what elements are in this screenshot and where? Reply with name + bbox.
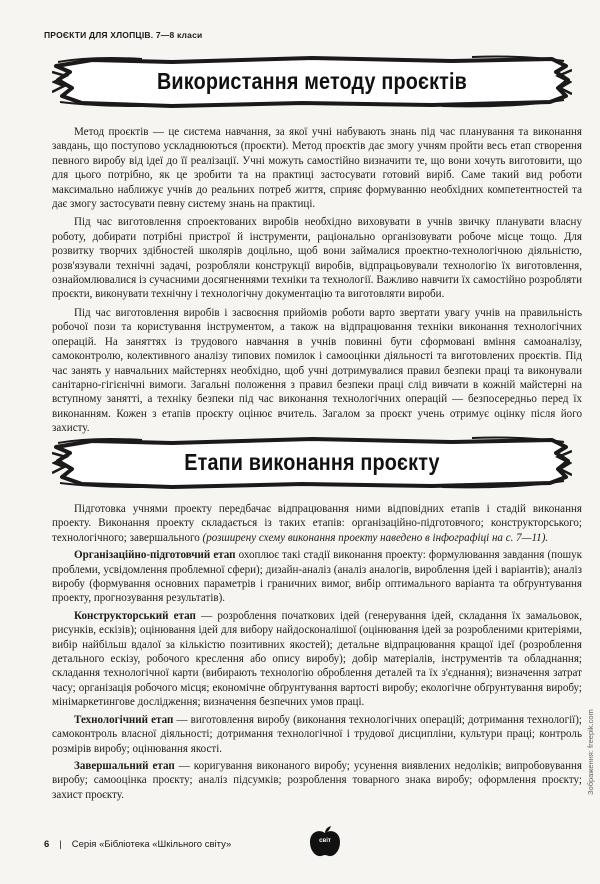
stage-name: Організаційно-підготовчий етап xyxy=(74,549,236,562)
page-footer xyxy=(44,839,231,850)
section-title-1: Використання методу проєктів xyxy=(156,67,468,94)
stage-text: охоплює такі стадії виконання проекту: формулювання завдання (пошук проблеми, усвідомлення проблемної сфери); дизайн-аналіз (аналіз аналогів, вироблення ідей і варіантів); аналіз виробу (формування основних параметрів і граничних вимог, вибір оптимального варіанта та обґрунтування проекту, прогнозування результатів). xyxy=(52,549,582,605)
stage-text: — розроблення початкових ідей (генерування ідей, складання їх замальовок, рисунків, ескізів); оцінювання ідей для вибору найдосконалішої (оцінювання ідей за розробленими критеріями, вибір найбільш вдалої за кількістю позитивних якостей); детальне відпрацювання кращої ідеї (розроблення детального ескізу, робочого креслення або опису виробу); добір матеріалів, інструментів та обладнання; складання технологічної карти (вибирають технологію оброблення деталей та їх з'єднання); визначення затрат часу; організація робочого місця; економічне обґрунтування вартості виробу; екологічне обґрунтування виробу; мінімаркетингове дослідження; визначення безпечних умов праці. xyxy=(52,609,583,709)
section2-body xyxy=(52,502,582,805)
stage-paragraph xyxy=(52,713,582,756)
section-banner-2 xyxy=(52,431,572,493)
stage-text: — коригування виконаного виробу; усунення виявлених недоліків; випробовування виробу; самооцінка проєкту; аналіз підсумків; розроблення товарного знака виробу; оформлення проєкту; захист проєкту. xyxy=(52,759,582,801)
stage-name: Конструкторський етап xyxy=(74,609,196,622)
intro-paragraph xyxy=(52,502,582,545)
page-number: 6 xyxy=(44,839,50,850)
section1-body xyxy=(52,125,582,440)
section-banner-1 xyxy=(52,50,572,112)
image-credit: Зображення: freepik.com xyxy=(586,709,595,795)
running-head: ПРОЄКТИ ДЛЯ ХЛОПЦІВ. 7—8 класи xyxy=(44,30,203,40)
footer-separator: | xyxy=(59,839,62,850)
stage-paragraph xyxy=(52,759,582,802)
section-title-2: Етапи виконання проєкту xyxy=(184,448,440,475)
paragraph: Під час виготовлення виробів і засвоєння прийомів роботи варто звертати увагу учнів на правильність робочої пози та користування інструментом, а також на відпрацювання техніки виконання технологічних операцій. На заняттях із трудового навчання в учнів повинні бути сформовані вміння самоаналізу, самоконтролю, колективного аналізу типових помилок і самооцінки діяльності та виготовлених проєктів. Під час занять у навчальних майстернях необхідно, щоб учні дотримувалися правил безпеки праці та виконували санітарно-гігієнічні вимоги. Загальні положення з правил безпеки праці слід вивчати в кожній майстерні на вступному занятті, а техніку безпеки під час виконання технологічних операцій — безпосередньо перед їх виконанням. Кожен з етапів проєкту оцінює вчитель. Загалом за проєкт учень отримує оцінку після його захисту. xyxy=(52,306,582,435)
intro-text: Підготовка учнями проекту передбачає відпрацювання ними відповідних етапів і стадій виконання проекту. Виконання проекту складається із таких етапів: організаційно-підготовчого; конструкторського; технологічного; завершального xyxy=(52,503,582,544)
stage-name: Технологічний етап xyxy=(74,713,174,726)
stage-text: — виготовлення виробу (виконання технологічних операцій; дотримання технології); самоконтроль власної діяльності; дотримання технологічної і трудової дисципліни, культури праці; контроль розмірів виробу; оцінювання якості. xyxy=(52,713,582,755)
logo-text: світ xyxy=(319,838,331,844)
stage-paragraph xyxy=(52,548,582,606)
paragraph: Метод проєктів — це система навчання, за якої учні набувають знань під час планування та виконання завдань, що поступово ускладнюються (проєкти). Метод проєктів дає змогу учням пройти весь етап створення певного виробу від ідеї до її реалізації. Учні можуть самостійно визначити те, що вони хочуть виготовити, що для цього потрібно, як це зробити та на практиці застосувати готовий виріб. Саме такий вид роботи максимально наближує учнів до реальних потреб життя, сприяє формуванню необхідних компетентностей та дає змогу застосувати певну систему знань на практиці. xyxy=(52,126,582,211)
stage-name: Завершальний етап xyxy=(74,759,175,772)
paragraph: Під час виготовлення спроектованих виробів необхідно виховувати в учнів звичку планувати власну роботу, добирати потрібні пристрої й інструменти, раціонально організовувати робоче місце тощо. Для розвитку творчих здібностей школярів доцільно, щоб вони займалися проектно-технологічною діяльністю, розв'язували технічні задачі, розробляли конструкції виробів, відпрацьовували технологію їх виготовлення, ознайомлювалися із сучасними досягненнями техніки та технології. Важливо навчити їх самостійно розробляти проєкти, виконувати технічну і технологічну документацію та виготовляти вироби. xyxy=(52,216,582,301)
series-name: Серія «Бібліотека «Шкільного світу» xyxy=(71,839,232,850)
intro-italic-text: (розширену схему виконання проекту наведено в інфографіці на с. 7—11). xyxy=(202,531,549,544)
stage-paragraph xyxy=(52,609,582,710)
publisher-logo xyxy=(302,826,348,858)
